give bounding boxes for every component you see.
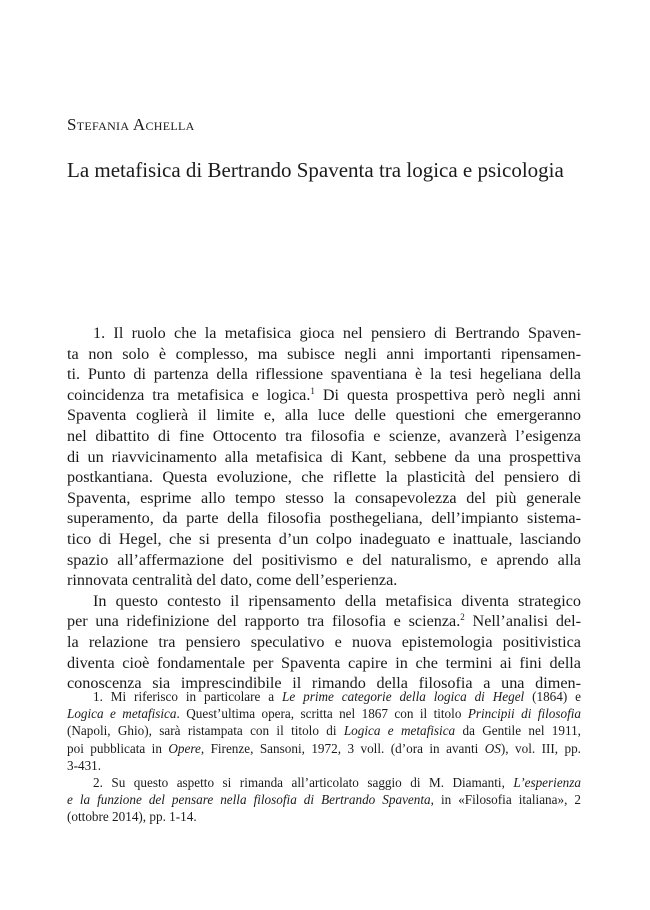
footnote-1-line: 3-431. [67, 757, 102, 773]
chapter-title: La metafisica di Bertrando Spaventa tra logica e psicologia [67, 158, 564, 182]
footnote-1-line: 1. Mi riferisco in particolare a Le prime categorie della logica di Hegel (1864) e [93, 689, 582, 704]
footnote-ref[interactable]: 2 [460, 612, 465, 623]
body-text [67, 323, 581, 694]
body-line: la relazione tra pensiero speculativo e nuova epistemologia positivistica [67, 632, 581, 651]
footnote-ref[interactable]: 1 [310, 385, 315, 396]
footnotes [67, 688, 581, 826]
footnote-2-line: (ottobre 2014), pp. 1-14. [67, 809, 197, 825]
body-line: nel dibattito di fine Ottocento tra filosofia e scienze, avanzerà l’esigenza [67, 426, 581, 445]
body-line: ti. Punto di partenza della riflessione spaventiana è la tesi hegeliana della [67, 365, 581, 384]
footnote-1-line: (Napoli, Ghio), sarà ristampata con il titolo di Logica e metafisica da Gentile nel 1911, [67, 723, 581, 739]
footnote-2-line: e la funzione del pensare nella filosofia di Bertrando Spaventa, in «Filosofia italiana», 2 [67, 792, 581, 808]
body-line: di un riavvicinamento alla metafisica di Kant, sebbene da una prospettiva [67, 447, 581, 466]
footnote-1-line: Logica e metafisica. Quest’ultima opera, scritta nel 1867 con il titolo Principii di filosofia [67, 706, 582, 722]
body-line: tico di Hegel, che si presenta d’un colpo inadeguato e inattuale, lasciando [67, 529, 581, 548]
footnote-1-line: poi pubblicata in Opere, Firenze, Sansoni, 1972, 3 voll. (d’ora in avanti OS), vol. III, pp. [67, 740, 581, 756]
body-line: In questo contesto il ripensamento della metafisica diventa strategico [93, 591, 581, 610]
body-line: postkantiana. Questa evoluzione, che riflette la plasticità del pensiero di [67, 468, 581, 487]
body-line: per una ridefinizione del rapporto tra filosofia e scienza.$^2$ Nell’analisi del- [67, 612, 581, 631]
body-line: 1. Il ruolo che la metafisica gioca nel pensiero di Bertrando Spaven- [93, 324, 581, 342]
body-line: Spaventa, esprime allo tempo stesso la consapevolezza del più generale [67, 488, 581, 507]
body-line: coincidenza tra metafisica e logica.$^1$ Di questa prospettiva però negli anni [67, 385, 582, 404]
body-line: diventa cioè fondamentale per Spaventa capire in che termini ai fini della [67, 653, 581, 672]
body-line: ta non solo è complesso, ma subisce negli anni importanti ripensamen- [67, 344, 581, 363]
body-line: Spaventa coglierà il limite e, alla luce delle questioni che emergeranno [67, 406, 581, 425]
body-line: conoscenza sia imprescindibile il rimando della filosofia a una dimen- [67, 674, 581, 693]
author-name: Stefania Achella [67, 115, 195, 134]
body-line: superamento, da parte della filosofia posthegeliana, dell’impianto sistema- [67, 509, 581, 528]
body-line: rinnovata centralità del dato, come dell’esperienza. [67, 571, 398, 590]
footnote-2-line: 2. Su questo aspetto si rimanda all’articolato saggio di M. Diamanti, L’esperienza [93, 774, 581, 790]
body-line: spazio all’affermazione del positivismo e del naturalismo, e aprendo alla [67, 550, 581, 569]
